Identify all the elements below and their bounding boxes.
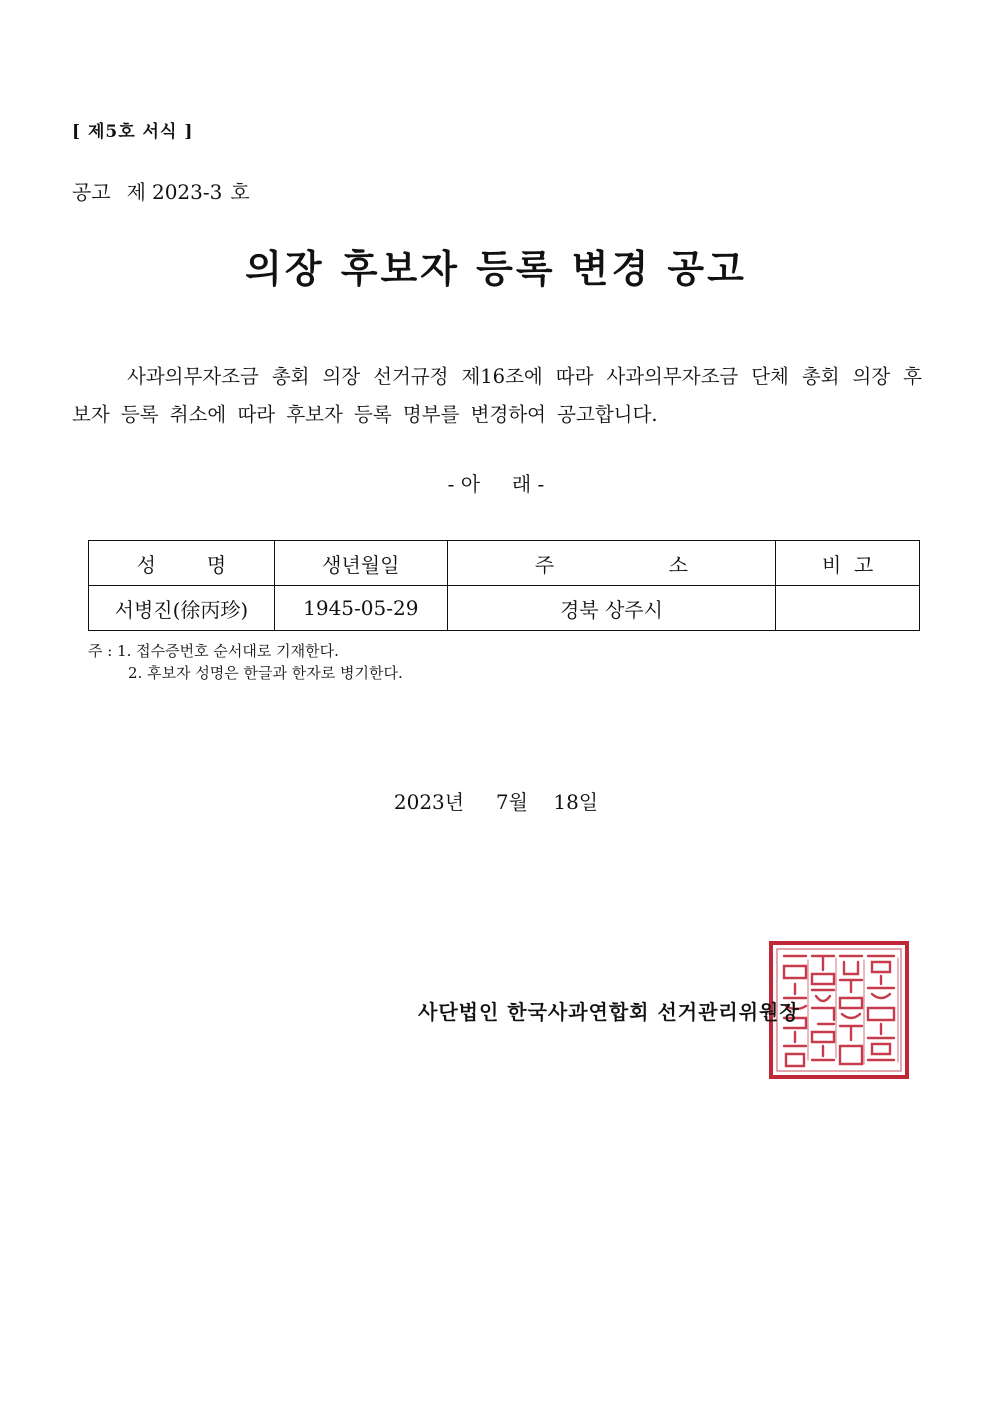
header-birthdate: 생년월일 — [274, 541, 447, 586]
cell-birthdate: 1945-05-29 — [274, 586, 447, 631]
notice-prefix: 공고 — [72, 180, 111, 204]
table-header-row — [89, 541, 920, 586]
notice-suffix: 호 — [230, 180, 250, 204]
table-notes — [88, 640, 403, 684]
below-label: - 아 래 - — [447, 472, 545, 496]
note-2: 2. 후보자 성명은 한글과 한자로 병기한다. — [128, 664, 403, 682]
notice-date: 2023년 7월 18일 — [393, 790, 599, 814]
candidate-table — [88, 540, 920, 631]
notice-number-value: 2023-3 — [151, 180, 223, 204]
issuer-organization: 사단법인 한국사과연합회 선거관리위원장 — [418, 1000, 800, 1024]
form-number-tag: [ 제5호 서식 ] — [72, 122, 194, 142]
header-name: 성 명 — [89, 541, 275, 586]
cell-remarks — [776, 586, 920, 631]
header-address: 주 소 — [447, 541, 776, 586]
notice-number — [72, 176, 266, 205]
notice-body: 사과의무자조금 총회 의장 선거규정 제16조에 따라 사과의무자조금 단체 총회 의장 후보자 등록 취소에 따라 후보자 등록 명부를 변경하여 공고합니다. — [72, 365, 922, 426]
header-remarks: 비 고 — [776, 541, 920, 586]
notice-label: 제 — [126, 180, 146, 204]
cell-name: 서병진(徐丙珍) — [89, 586, 275, 631]
note-1: 주 : 1. 접수증번호 순서대로 기재한다. — [88, 642, 339, 660]
cell-address: 경북 상주시 — [447, 586, 776, 631]
table-row — [89, 586, 920, 631]
document-title: 의장 후보자 등록 변경 공고 — [245, 247, 747, 291]
